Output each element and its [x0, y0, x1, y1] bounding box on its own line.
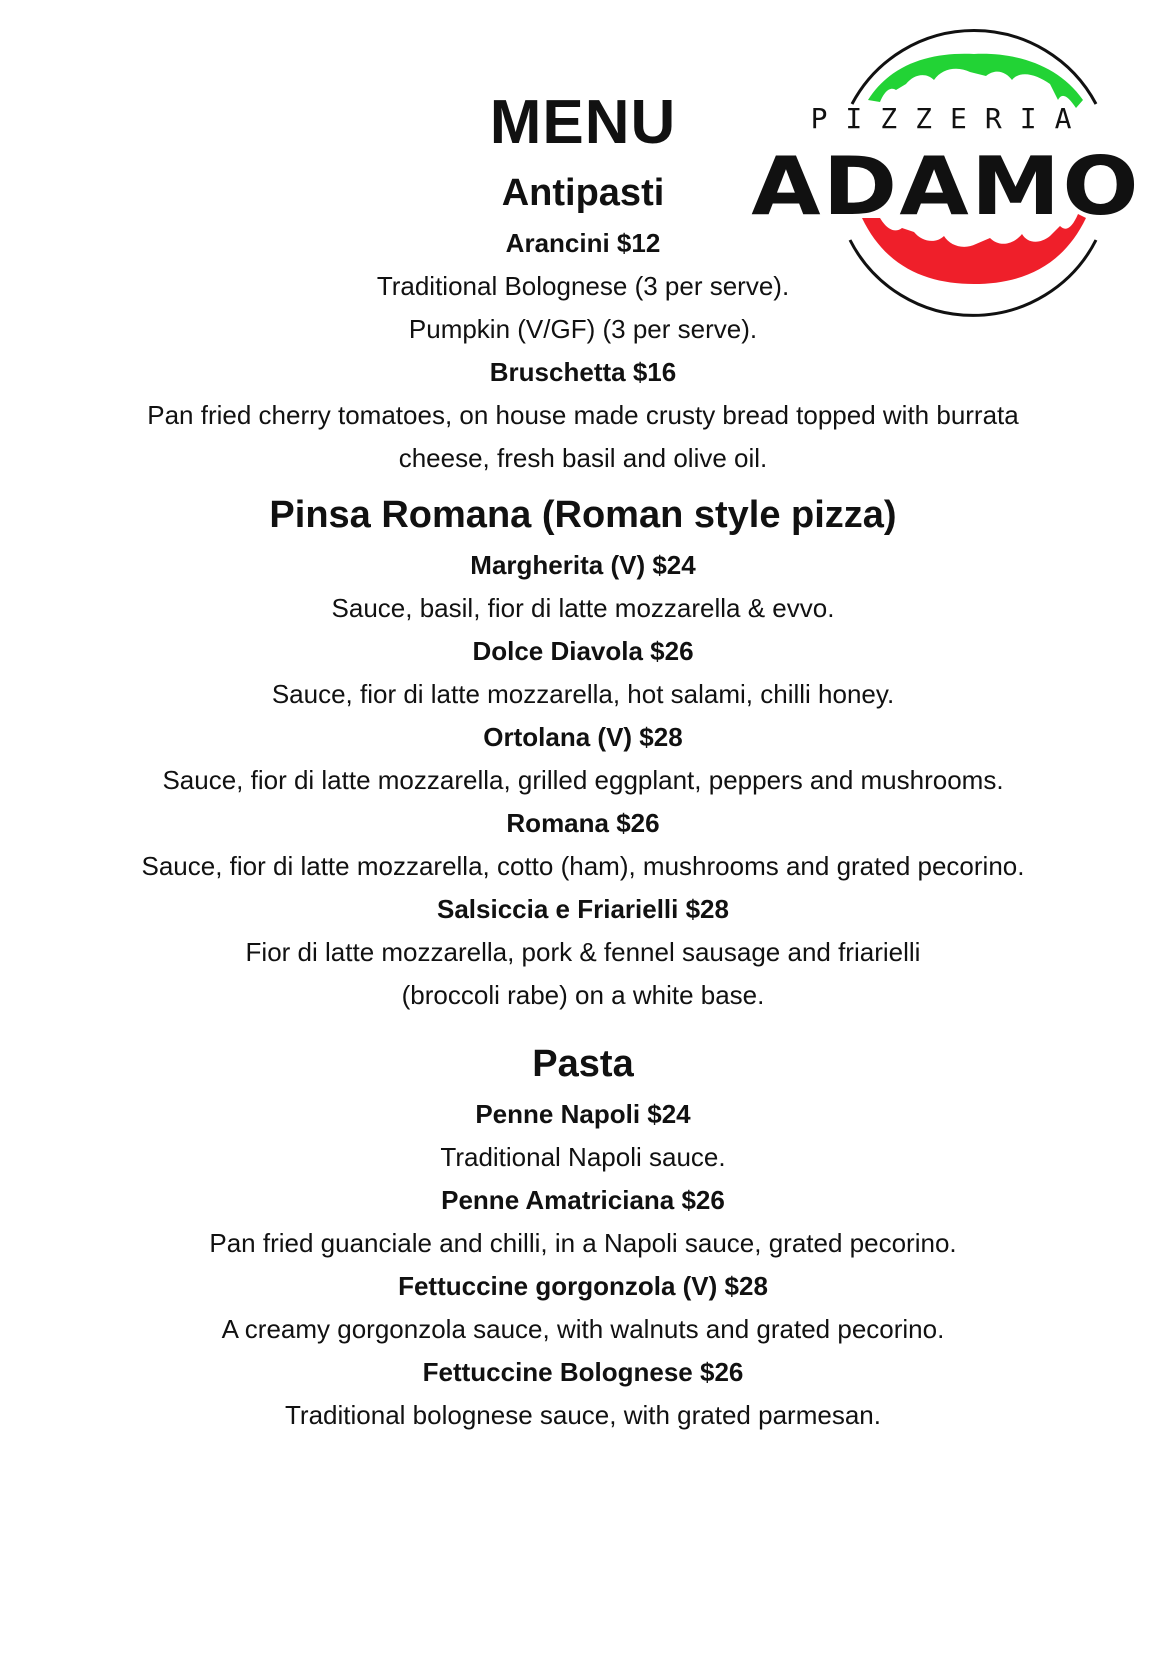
menu-item-description: Sauce, basil, fior di latte mozzarella & evvo. [331, 593, 835, 623]
menu-title: MENU [489, 88, 677, 157]
menu-item-name: Romana $26 [506, 808, 660, 838]
section-pasta [60, 1039, 1106, 1437]
section-title: Pasta [532, 1043, 634, 1085]
menu-item-description: Fior di latte mozzarella, pork & fennel sausage and friarielli [245, 937, 921, 967]
menu-item-description: Pumpkin (V/GF) (3 per serve). [408, 314, 758, 344]
section-antipasti [60, 168, 1106, 480]
menu-item-description: Traditional Bolognese (3 per serve). [376, 271, 790, 301]
menu-item-description: Pan fried guanciale and chilli, in a Napoli sauce, grated pecorino. [209, 1228, 957, 1258]
logo-text-pizzeria: PIZZERIA [810, 102, 1090, 135]
menu-item-description: Sauce, fior di latte mozzarella, hot salami, chilli honey. [271, 679, 895, 709]
menu-content [60, 84, 1106, 1437]
menu-item-description: Pan fried cherry tomatoes, on house made crusty bread topped with burrata [147, 400, 1019, 430]
menu-item-description: A creamy gorgonzola sauce, with walnuts and grated pecorino. [221, 1314, 945, 1344]
menu-item-name: Bruschetta $16 [489, 357, 677, 387]
menu-item-name: Arancini $12 [505, 228, 661, 258]
section-title: Antipasti [501, 172, 665, 214]
menu-item-name: Penne Napoli $24 [475, 1099, 691, 1129]
logo-text-adamo: ADAMO [751, 140, 1141, 233]
menu-item-description: Sauce, fior di latte mozzarella, cotto (ham), mushrooms and grated pecorino. [141, 851, 1025, 881]
menu-item-name: Ortolana (V) $28 [483, 722, 683, 752]
menu-item-name: Penne Amatriciana $26 [441, 1185, 725, 1215]
menu-item-name: Margherita (V) $24 [470, 550, 696, 580]
menu-item-description: Sauce, fior di latte mozzarella, grilled eggplant, peppers and mushrooms. [162, 765, 1004, 795]
menu-item-name: Dolce Diavola $26 [472, 636, 694, 666]
menu-item-description: Traditional Napoli sauce. [440, 1142, 726, 1172]
section-title: Pinsa Romana (Roman style pizza) [269, 494, 897, 536]
menu-item-description: cheese, fresh basil and olive oil. [398, 443, 768, 473]
menu-item-description: Traditional bolognese sauce, with grated parmesan. [285, 1400, 881, 1430]
menu-item-name: Fettuccine Bolognese $26 [422, 1357, 744, 1387]
menu-item-name: Salsiccia e Friarielli $28 [437, 894, 729, 924]
menu-item-description: (broccoli rabe) on a white base. [401, 980, 765, 1010]
section-pinsa-romana [60, 490, 1106, 1017]
menu-item-name: Fettuccine gorgonzola (V) $28 [398, 1271, 768, 1301]
